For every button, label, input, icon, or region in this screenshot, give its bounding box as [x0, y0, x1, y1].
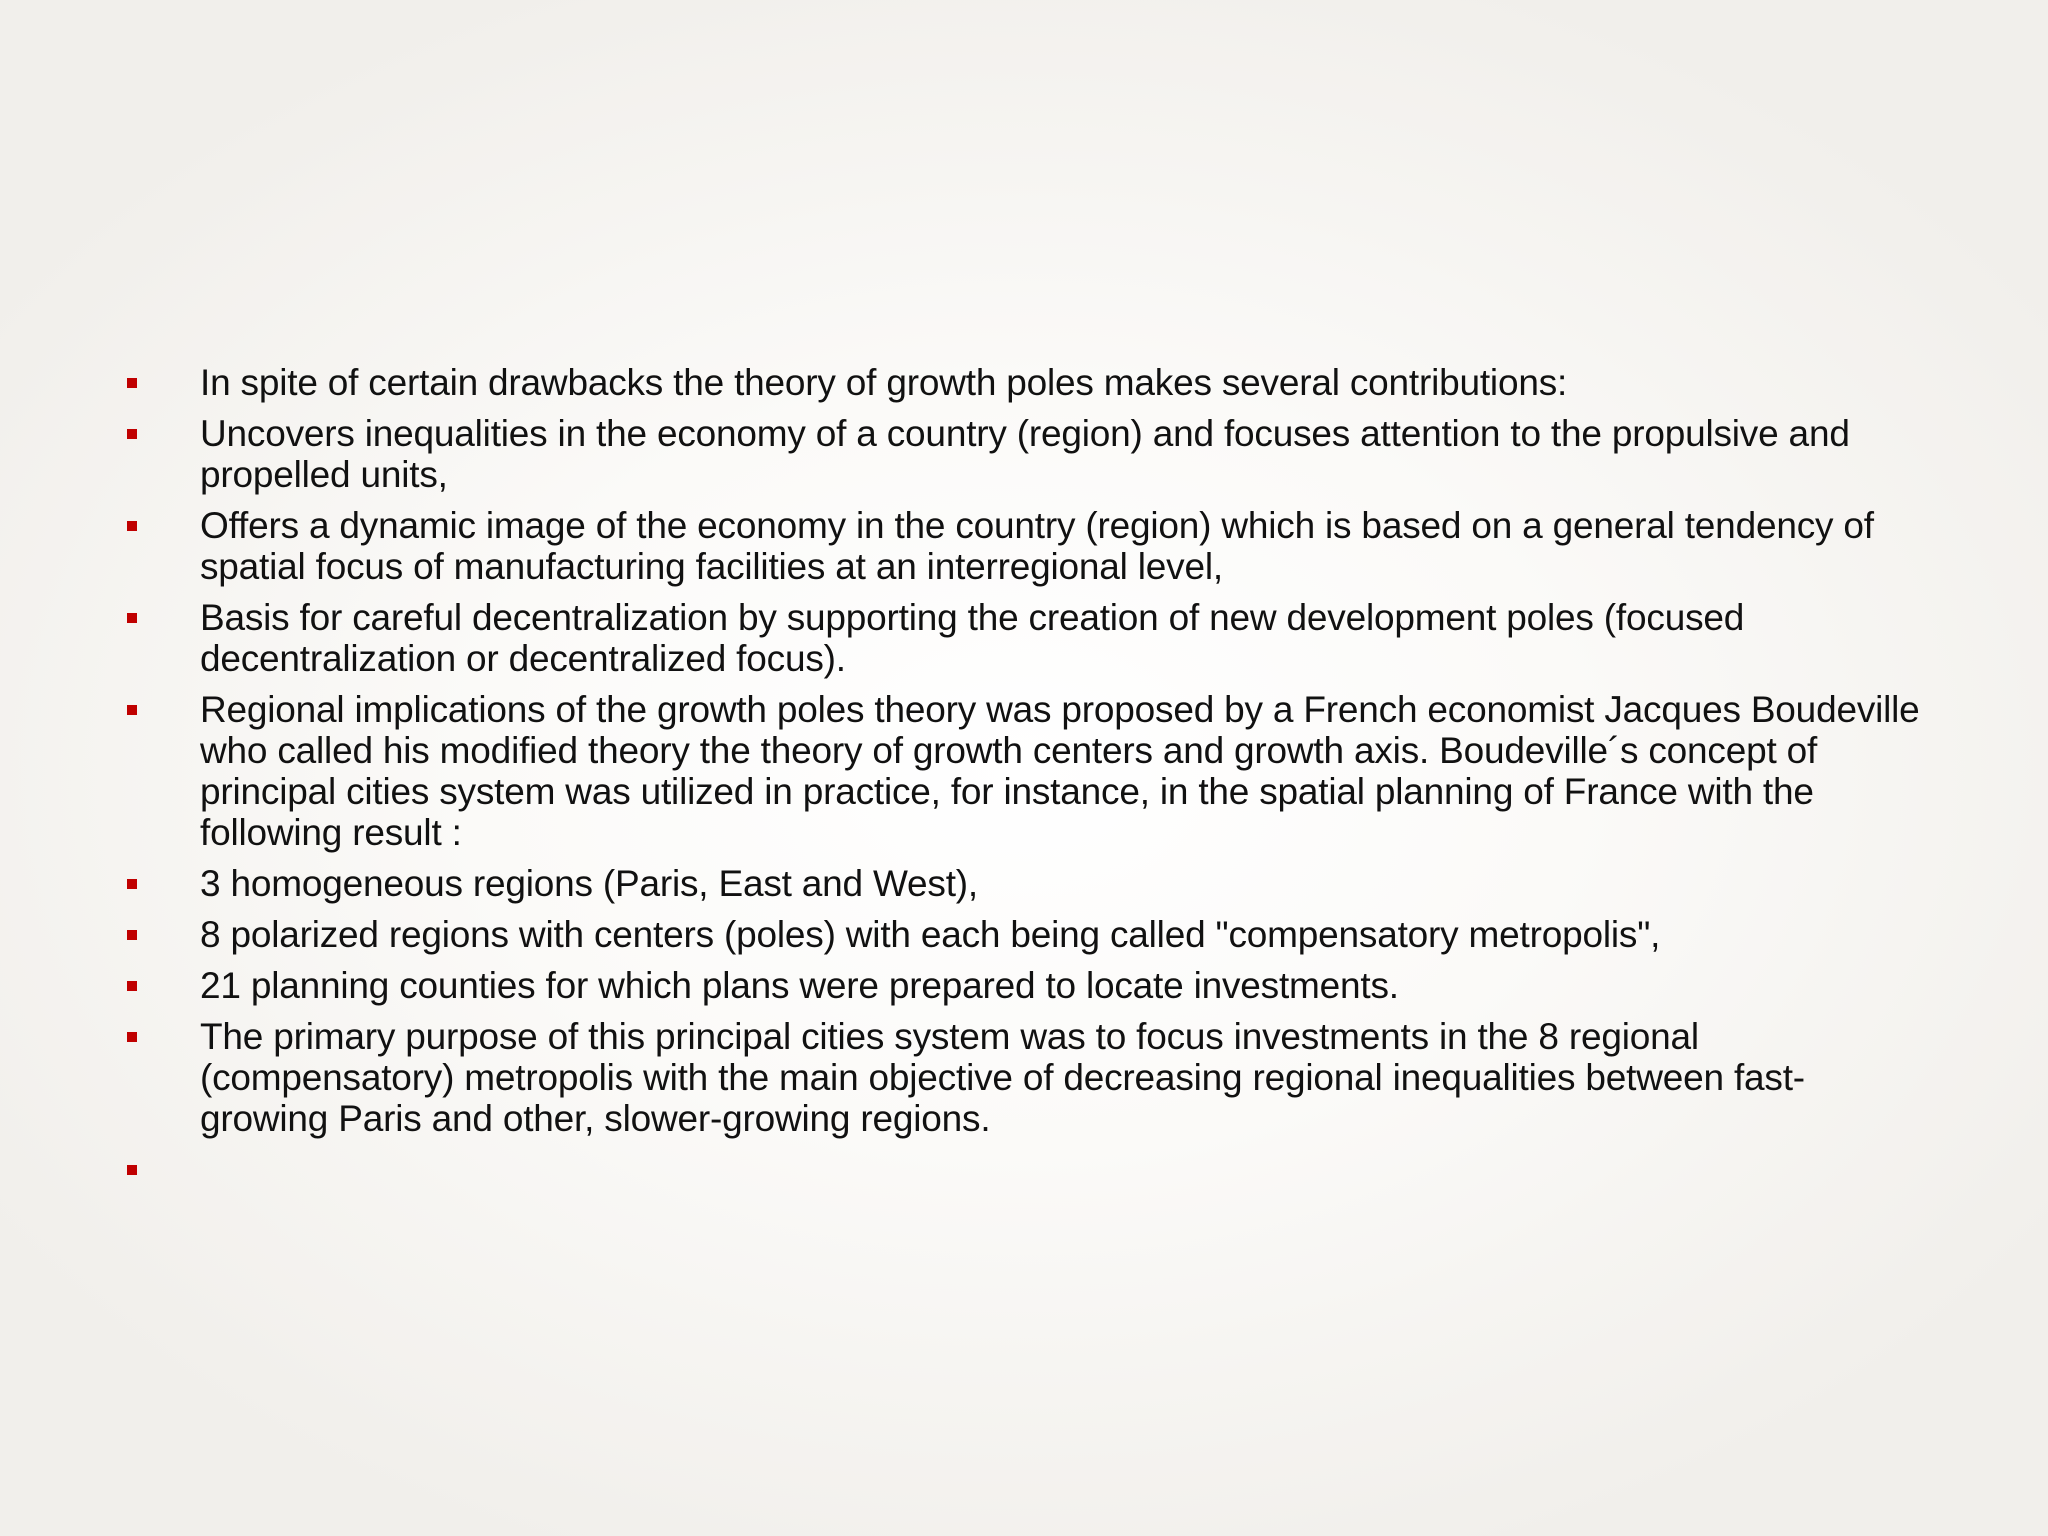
list-item [120, 863, 1920, 904]
square-bullet-icon [127, 613, 137, 623]
square-bullet-icon [127, 378, 137, 388]
list-item [120, 597, 1920, 679]
bullet-text: 21 planning counties for which plans were prepared to locate investments. [200, 965, 1399, 1006]
bullet-text: The primary purpose of this principal cities system was to focus investments in the 8 regional (compensatory) metropolis with the main objective of decreasing regional inequalities between fast-growing Paris and other, slower-growing regions. [200, 1016, 1805, 1139]
bullet-list [120, 362, 1920, 1200]
list-item [120, 1016, 1920, 1139]
bullet-text: 8 polarized regions with centers (poles) with each being called "compensatory metropolis", [200, 914, 1661, 955]
list-item [120, 689, 1920, 853]
list-item [120, 413, 1920, 495]
square-bullet-icon [127, 429, 137, 439]
square-bullet-icon [127, 1032, 137, 1042]
bullet-text [200, 1149, 1920, 1190]
bullet-text: 3 homogeneous regions (Paris, East and West), [200, 863, 979, 904]
bullet-text: Regional implications of the growth poles theory was proposed by a French economist Jacques Boudeville who called his modified theory the theory of growth centers and growth axis. Boudeville´s concept of principal cities system was utilized in practice, for instance, in the spatial planning of France with the following result : [200, 689, 1920, 853]
list-item [120, 505, 1920, 587]
list-item [120, 1149, 1920, 1190]
square-bullet-icon [127, 521, 137, 531]
square-bullet-icon [127, 1165, 137, 1175]
bullet-text: Basis for careful decentralization by supporting the creation of new development poles (focused decentralization or decentralized focus). [200, 597, 1745, 679]
square-bullet-icon [127, 930, 137, 940]
square-bullet-icon [127, 879, 137, 889]
bullet-text: Offers a dynamic image of the economy in the country (region) which is based on a general tendency of spatial focus of manufacturing facilities at an interregional level, [200, 505, 1874, 587]
list-item [120, 965, 1920, 1006]
bullet-text: Uncovers inequalities in the economy of a country (region) and focuses attention to the propulsive and propelled units, [200, 413, 1850, 495]
square-bullet-icon [127, 705, 137, 715]
list-item [120, 362, 1920, 403]
square-bullet-icon [127, 981, 137, 991]
bullet-text: In spite of certain drawbacks the theory of growth poles makes several contributions: [200, 362, 1568, 403]
list-item [120, 914, 1920, 955]
